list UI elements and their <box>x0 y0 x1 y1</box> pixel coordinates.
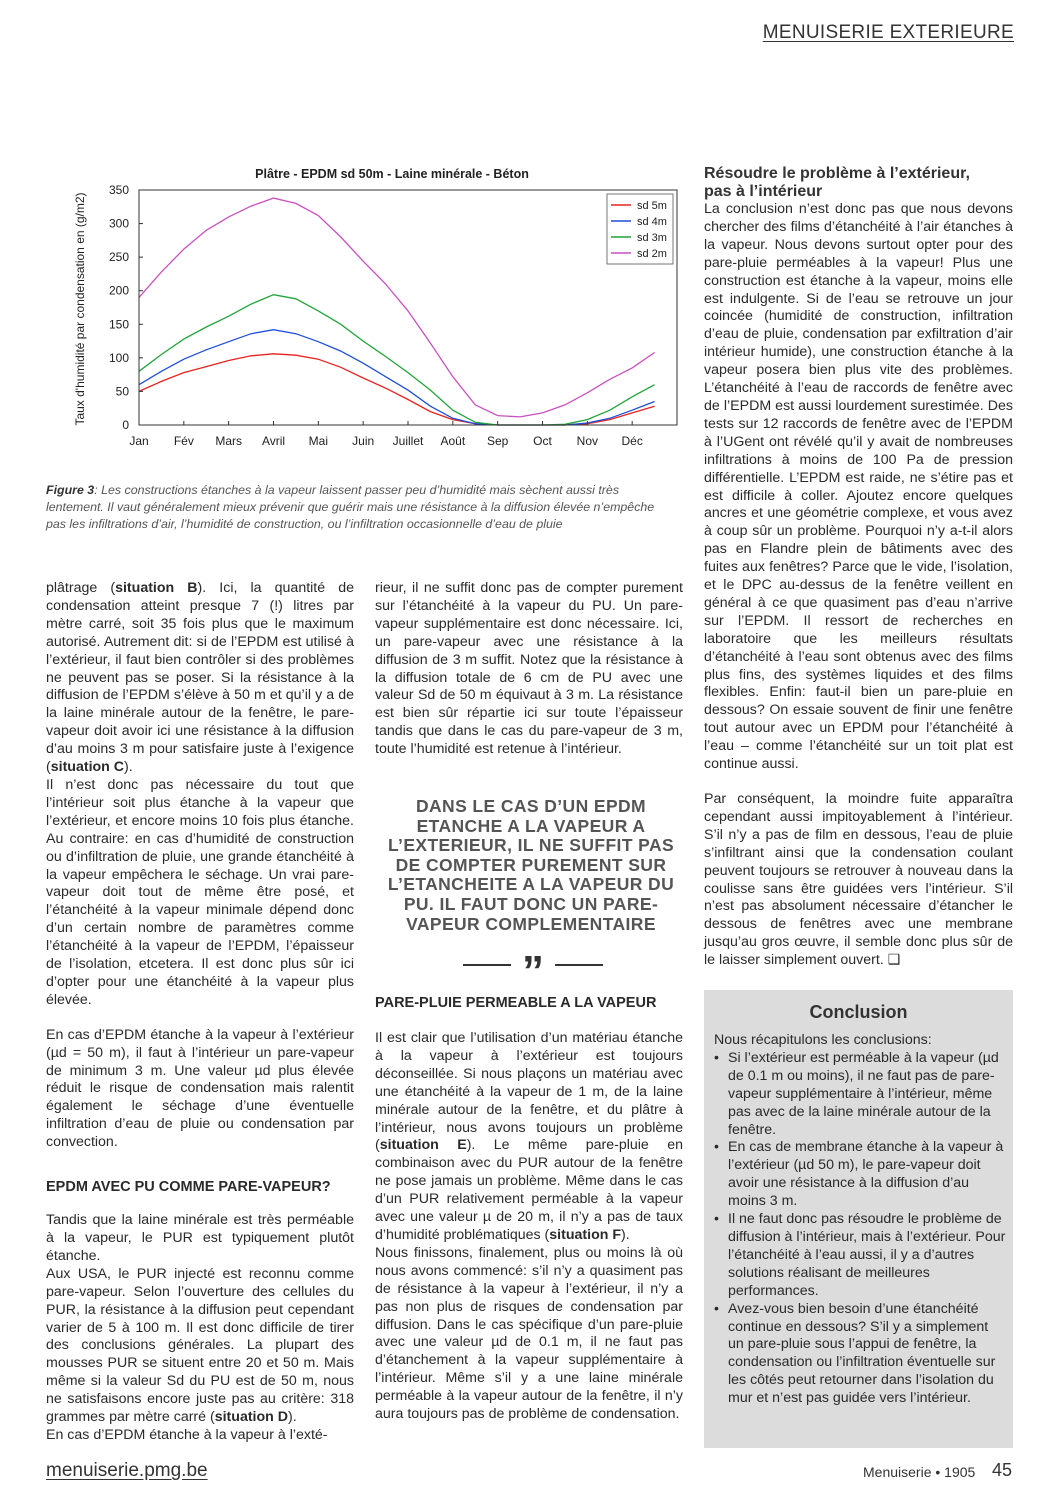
x-tick-label: Fév <box>173 434 194 448</box>
page-number: 45 <box>992 1460 1013 1480</box>
x-tick-label: Sep <box>486 434 509 448</box>
x-tick-label: Mars <box>215 434 243 448</box>
x-tick-label: Jan <box>129 434 149 448</box>
y-tick-label: 100 <box>108 350 129 365</box>
paragraph: En cas d’EPDM étanche à la vapeur à l’extérieur (µd = 50 m), il faut à l’intérieur un pare-vapeur de minimum 3 m. Une valeur µd plus élevée réduit le risque de condensation mais ralentit également le séchage d’une éventuelle infiltration d’eau de pluie ou condensation par convection. <box>46 1026 354 1151</box>
chart-y-axis-label: Taux d'humidité par condensation en (g/m2) <box>73 192 87 426</box>
conclusion-body <box>714 1032 1006 1408</box>
y-tick-label: 150 <box>108 317 129 332</box>
figure-caption <box>46 482 658 533</box>
column-2-lower <box>375 994 683 1424</box>
footer-magazine: Menuiserie • 1905 <box>863 1464 976 1480</box>
list-item: • En cas de membrane étanche à la vapeur à l’extérieur (µd 50 m), le pare-vapeur doit avoir une résistance à la diffusion d’au moins 3 m. <box>714 1139 1006 1211</box>
paragraph: Nous finissons, finalement, plus ou moins là où nous avons commencé: s’il n’y a quasiment pas de résistance à la vapeur à l’extérieur, il n’y a pas non plus de risques de condensation par diffusion. Dans le cas spécifique d’un pare-pluie avec une valeur µd de 0.1 m, il ne faut pas d’étanchement à la vapeur supplémentaire à l’intérieur. Même s’il y a une laine minérale perméable à la vapeur autour de la fenêtre, il n’y aura toujours pas de problème de condensation. <box>375 1244 683 1423</box>
list-item: • Avez-vous bien besoin d’une étanchéité continue en dessous? S’il y a simplement un pare-pluie sous l’appui de fenêtre, la condensation ou l’infiltration éventuelle sur les côtés peut retourner dans l’isolation du mur et n’est pas guidée vers l’intérieur. <box>714 1301 1006 1408</box>
legend-label: sd 3m <box>637 232 667 244</box>
paragraph: Aux USA, le PUR injecté est reconnu comme pare-vapeur. Selon l’ouverture des cellules du PUR, la résistance à la diffusion peut cependant varier de 5 à 100 m. Il est donc difficile de tirer des conclusions générales. La plupart des mousses PUR se situent entre 20 et 50 m. Mais même si la valeur Sd du PU est de 50 m, nous ne satisfaisons encore juste pas au critère: 318 grammes par mètre carré (situation D). <box>46 1265 354 1426</box>
conclusion-title: Conclusion <box>809 1002 908 1022</box>
pull-quote: DANS LE CAS D’UN EPDM ETANCHE A LA VAPEUR A L’EXTERIEUR, IL NE SUFFIT PAS DE COMPTER PUREMENT SUR L’ETANCHEITE A LA VAPEUR DU PU. IL FAUT DONC UN PARE-VAPEUR COMPLEMENTAIRE <box>387 796 675 934</box>
column-1 <box>46 580 354 1445</box>
section-heading-pare-pluie: PARE-PLUIE PERMEABLE A LA VAPEUR <box>375 995 657 1011</box>
chart-legend <box>607 194 673 264</box>
y-tick-label: 300 <box>108 216 129 231</box>
y-tick-label: 0 <box>122 418 129 432</box>
end-mark-icon: ❑ <box>887 952 901 969</box>
conclusion-list <box>714 1050 1006 1408</box>
condensation-chart <box>40 160 690 460</box>
x-tick-label: Août <box>440 434 466 448</box>
chart-title: Plâtre - EPDM sd 50m - Laine minérale - Béton <box>255 167 529 181</box>
column-3 <box>704 165 1013 970</box>
footer-url-link[interactable]: menuiserie.pmg.be <box>46 1460 208 1481</box>
y-tick-label: 200 <box>108 283 129 298</box>
paragraph: rieur, il ne suffit donc pas de compter purement sur l’étanchéité à la vapeur du PU. Un pare-vapeur supplémentaire est donc nécessaire. Ici, un pare-vapeur avec une résistance à la diffusion de 3 m suffit. Notez que la résistance à la diffusion totale de 6 cm de PU avec une valeur Sd de 50 m équivaut à 3 m. La résistance est bien sûr répartie ici sur toute l’épaisseur tandis que dans le cas du pare-vapeur de 3 m, toute l’humidité est retenue à l’intérieur. <box>375 580 683 758</box>
legend-label: sd 2m <box>637 248 667 260</box>
x-tick-label: Juin <box>352 434 375 448</box>
paragraph: Il n’est donc pas nécessaire du tout que l’intérieur soit plus étanche à la vapeur que l’extérieur, et encore moins 10 fois plus étanche. Au contraire: en cas d’humidité de construction ou d’infiltration de pluie, une grande étanchéité à la vapeur empêchera le séchage. Un vrai pare-vapeur doit tout de même être posé, et l’étanchéité à la vapeur minimale dépend donc d’un certain nombre de paramètres comme l’étanchéité à la vapeur de l’EPDM, l’épaisseur de l’isolation, etcetera. Il est donc plus sûr ici d’opter pour une étanchéité à la vapeur plus élevée. <box>46 776 354 1008</box>
x-tick-label: Nov <box>576 434 599 448</box>
section-heading-resoudre: Résoudre le problème à l’extérieur, pas à l’intérieur <box>704 165 970 200</box>
quote-mark-glyph: ” <box>522 952 544 982</box>
paragraph: Tandis que la laine minérale est très perméable à la vapeur, le PUR est typiquement plutôt étanche. <box>46 1212 354 1264</box>
quote-mark-icon <box>463 952 603 982</box>
series-line <box>139 330 655 425</box>
paragraph: plâtrage (situation B). Ici, la quantité de condensation atteint presque 7 (!) litres par mètre carré, soit 35 fois plus que le maximum autorisé. Autrement dit: si de l’EPDM est utilisé à l’extérieur, il faut bien contrôler si des problèmes ne peuvent pas se poser. Si la résistance à la diffusion de l’EPDM s’élève à 50 m et qu’il y a de la laine minérale autour de la fenêtre, le pare-vapeur doit avoir ici une résistance à la diffusion d’au moins 3 m pour satisfaire juste à l’exigence (situation C). <box>46 580 355 776</box>
x-tick-label: Juillet <box>392 434 424 448</box>
y-tick-label: 350 <box>108 183 129 197</box>
y-tick-label: 50 <box>115 384 129 399</box>
paragraph: Il est clair que l’utilisation d’un matériau étanche à la vapeur à l’extérieur est toujours déconseillée. Si nous plaçons un matériau avec une étanchéité à la vapeur de 1 m, de la laine minérale autour de la fenêtre, et du plâtre à l’intérieur, nous avons toujours un problème (situation E). Le même pare-pluie en combinaison avec du PUR autour de la fenêtre ne pose jamais un problème. Même dans le cas d’un PUR relativement perméable à la vapeur avec une valeur µ de 20 m, il n’y a pas de taux d’humidité problématiques (situation F). <box>375 1030 683 1243</box>
list-item: • Il ne faut donc pas résoudre le problème de diffusion à l’intérieur, mais à l’extérieur. Pour l’étanchéité à l’eau aussi, il y a d’autres solutions réalisant de meilleures performances. <box>714 1211 1006 1301</box>
section-heading-epdm-pu: EPDM AVEC PU COMME PARE-VAPEUR? <box>46 1179 331 1196</box>
figure-caption-text: : Les constructions étanches à la vapeur laissent passer peu d’humidité mais sèchent aussi très lentement. Il vaut généralement mieux prévenir que guérir mais une résistance à la diffusion élevée n’empêche pas les infiltrations d’air, l’humidité de construction, ou l’infiltration occasionnelle d’eau de pluie <box>46 483 655 531</box>
x-tick-label: Déc <box>621 434 643 448</box>
x-tick-label: Avril <box>261 434 286 448</box>
conclusion-box <box>704 990 1013 1448</box>
y-tick-label: 250 <box>108 250 129 265</box>
legend-label: sd 5m <box>637 200 667 212</box>
paragraph: Par conséquent, la moindre fuite apparaîtra cependant aussi impitoyablement à l’intérieur. S’il n’y a pas de film en dessous, l’eau de pluie s’infiltrant ainsi que la condensation coulant peuvent toujours se retrouver à nouveau dans la coulisse sans être guidées vers l’intérieur. S’il n’est pas absolument nécessaire d’étancher le dessous de fenêtres avec une membrane jusqu’au gros œuvre, il semble donc plus sûr de le laisser simplement ouvert. ❑ <box>704 791 1013 969</box>
paragraph: La conclusion n’est donc pas que nous devons chercher des films d’étanchéité à l’air étanches à la vapeur. Nous devons surtout opter pour des pare-pluie perméables à la vapeur! Plus une construction est étanche à la vapeur, moins elle est indulgente. Si de l’eau se retrouve un jour coincée (humidité de construction, infiltration d’eau de pluie, condensation par exfiltration d’air intérieur humide), une construction étanche à la vapeur posera bien plus vite des problèmes. L’étanchéité à l’eau de raccords de fenêtre avec de l’EPDM est aussi lourdement surestimée. Des tests sur 12 raccords de fenêtre avec de l’EPDM à l’UGent ont révélé qu’il y avait de nombreuses infiltrations à moins de 100 Pa de pression différentielle. L’EPDM est raide, ne s’étire pas et est difficile à coller. Ajoutez encore quelques ancres et une géométrie complexe, et vous avez à coup sûr un problème. Pourquoi n’y a-t-il alors pas en Flandre plein de bâtiments avec des fuites aux fenêtres? Parce que le vide, l’isolation, et le DPC au-dessus de la fenêtre veillent en général à ce que quasiment pas d’eau n’arrive sur l’EPDM. Il ressort de recherches en laboratoire que les meilleurs résultats d’étanchéité à l’eau sont obtenus avec des films plus fins, des systèmes liquides et des films flexibles. Enfin: faut-il bien un pare-pluie en dessous? On essaie souvent de finir une fenêtre tout autour avec un EPDM pour l’étanchéité à l’eau – comme l’étanchéité sur un toit plat est continue aussi. <box>704 201 1013 773</box>
section-header: MENUISERIE EXTERIEURE <box>762 22 1014 43</box>
series-line <box>139 295 655 425</box>
figure-label: Figure 3 <box>46 483 95 497</box>
conclusion-intro: Nous récapitulons les conclusions: <box>714 1032 932 1048</box>
list-item: • Si l’extérieur est perméable à la vapeur (µd de 0.1 m ou moins), il ne faut pas de pare-vapeur supplémentaire à l’intérieur, même pas avec de la laine minérale autour de la fenêtre. <box>714 1050 1006 1140</box>
legend-label: sd 4m <box>637 216 667 228</box>
x-tick-label: Mai <box>308 434 329 448</box>
column-2 <box>375 580 683 759</box>
x-tick-label: Oct <box>533 434 552 448</box>
paragraph: En cas d’EPDM étanche à la vapeur à l’exté- <box>46 1426 328 1443</box>
